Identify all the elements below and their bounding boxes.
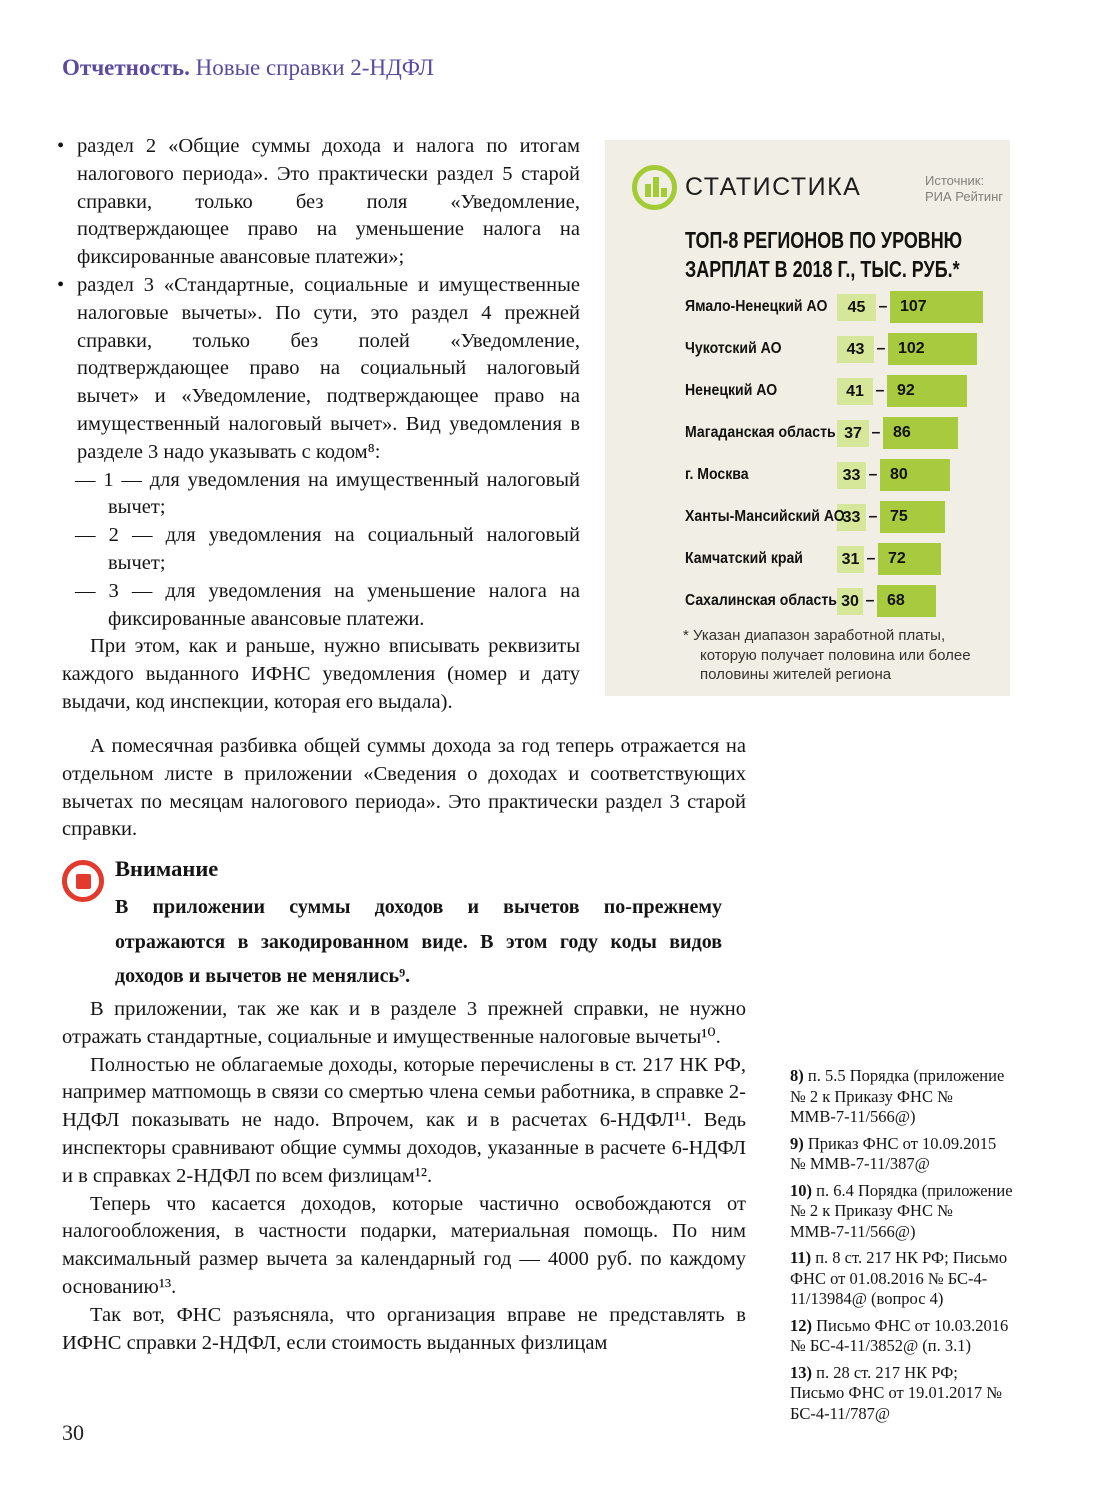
paragraph: А помесячная разбивка общей суммы дохода за год теперь отражается на отдельном листе в приложении «Сведения о доходах и соответствующих вычетах по месяцам налогового периода». Это практически раздел 3 старой справки. <box>62 735 746 841</box>
chart-row <box>685 454 1005 496</box>
bullet-icon: • <box>57 135 65 157</box>
chart-row <box>685 580 1005 622</box>
range-dash: – <box>876 340 886 357</box>
chart-bar-max: 107 <box>890 291 983 323</box>
bar-chart-icon-bars <box>645 177 667 197</box>
footnote: 11) п. 8 ст. 217 НК РФ; Письмо ФНС от 01.08.2016 № БС-4-11/13984@ (вопрос 4) <box>790 1248 1008 1308</box>
chart-bar-min: 43 <box>837 336 874 363</box>
chart-category-label: Ненецкий АО <box>685 382 778 399</box>
chart-bar-min: 31 <box>837 546 864 573</box>
stop-square-icon <box>76 874 91 889</box>
chart-rows <box>685 286 1005 622</box>
attention-stop-icon <box>62 860 104 902</box>
bullet-icon: • <box>57 273 65 296</box>
range-dash: – <box>868 508 878 525</box>
paragraph: Полностью не облагаемые доходы, которые перечислены в ст. 217 НК РФ, например матпомощь в связи со смертью члена семьи работника, в справке 2-НДФЛ показывать не надо. Впрочем, как и в расчетах 6-НДФЛ¹¹. Ведь инспекторы сравнивают общие суммы доходов, указанные в расчете 6-НДФЛ и в справках 2-НДФЛ по всем физлицам¹². <box>62 1053 746 1187</box>
bar-chart-icon <box>632 165 677 210</box>
attention-body <box>115 856 722 994</box>
chart-source <box>925 173 1003 205</box>
chart-bar-max: 92 <box>887 375 967 407</box>
footnote: 13) п. 28 ст. 217 НК РФ; Письмо ФНС от 19.01.2017 № БС-4-11/787@ <box>790 1362 1002 1423</box>
chart-row <box>685 286 1005 328</box>
paragraph: При этом, как и раньше, нужно вписывать реквизиты каждого выданного ИФНС уведомления (номер и дату выдачи, код инспекции, которая его выдала). <box>62 635 580 713</box>
statistics-heading: СТАТИСТИКА <box>685 173 862 201</box>
chart-category-label: Камчатский край <box>685 550 803 567</box>
list-item <box>57 133 580 272</box>
attention-block <box>62 856 722 994</box>
chart-bar-max: 68 <box>877 585 936 617</box>
chart-category-label: Ямало-Ненецкий АО <box>685 298 828 315</box>
main-text-column <box>57 133 580 717</box>
range-dash: – <box>865 592 875 609</box>
paragraph: Так вот, ФНС разъясняла, что организация вправе не представлять в ИФНС справки 2-НДФЛ, если стоимость выданных физлицам <box>62 1303 746 1354</box>
range-dash: – <box>871 424 881 441</box>
chart-row <box>685 328 1005 370</box>
chart-bar-min: 41 <box>837 378 873 405</box>
range-dash: – <box>875 382 885 399</box>
source-label: Источник: <box>925 173 985 188</box>
chart-row <box>685 370 1005 412</box>
chart-row <box>685 496 1005 538</box>
chart-footnote: * Указан диапазон заработной платы, которую получает половина или более половины жителей региона <box>683 627 971 683</box>
range-dash: – <box>878 298 888 315</box>
attention-text: В приложении суммы доходов и вычетов по-прежнему отражаются в закодированном виде. В этом году коды видов доходов и вычетов не менялись⁹. <box>115 896 722 987</box>
sub-list-item: — 2 — для уведомления на социальный налоговый вычет; <box>75 524 580 574</box>
page-number: 30 <box>62 1420 84 1445</box>
chart-category-label: Магаданская область <box>685 424 836 441</box>
sub-list-item: — 1 — для уведомления на имущественный налоговый вычет; <box>75 468 580 519</box>
statistics-sidebar <box>605 140 1010 696</box>
footnote: 12) Письмо ФНС от 10.03.2016 № БС-4-11/3852@ (п. 3.1) <box>790 1315 1009 1355</box>
chart-title: ТОП-8 РЕГИОНОВ ПО УРОВНЮ ЗАРПЛАТ В 2018 Г., ТЫС. РУБ.* <box>685 227 963 282</box>
chart-bar-max: 86 <box>883 417 958 449</box>
footnote: 8) п. 5.5 Порядка (приложение № 2 к Приказу ФНС № ММВ-7-11/566@) <box>790 1066 1005 1126</box>
chart-category-label: г. Москва <box>685 466 749 483</box>
list-item-text: раздел 3 «Стандартные, социальные и имущественные налоговые вычеты». По сути, это раздел 4 прежней справки, только без полей «Уведомление, подтверждающее право на социальный налоговый вычет» и «Уведомление, подтверждающее право на имущественный налоговый вычет». Вид уведомления в разделе 3 надо указывать с кодом⁸: <box>77 273 580 463</box>
footnote: 10) п. 6.4 Порядка (приложение № 2 к Приказу ФНС № ММВ-7-11/566@) <box>790 1180 1013 1241</box>
list-item <box>57 272 580 467</box>
chart-bar-max: 75 <box>880 501 945 533</box>
running-head-section: Отчетность. <box>62 55 190 80</box>
running-head-subtitle: Новые справки 2-НДФЛ <box>189 55 434 80</box>
chart-bar-min: 37 <box>837 420 869 447</box>
chart-bar-min: 30 <box>837 588 863 615</box>
paragraph: В приложении, так же как и в разделе 3 прежней справки, не нужно отражать стандартные, социальные и имущественные налоговые вычеты¹⁰. <box>62 998 746 1048</box>
chart-bar-max: 102 <box>888 333 977 365</box>
running-head <box>62 55 434 81</box>
range-dash: – <box>866 550 876 567</box>
chart-row <box>685 412 1005 454</box>
chart-bar-max: 72 <box>878 543 941 575</box>
list-item-text: раздел 2 «Общие суммы дохода и налога по итогам налогового периода». Это практически раздел 5 старой справки, только без поля «Уведомление, подтверждающее право на уменьшение налога на фиксированные авансовые платежи»; <box>77 135 580 269</box>
sub-list-item: — 3 — для уведомления на уменьшение налога на фиксированные авансовые платежи. <box>75 579 580 630</box>
footnotes-column <box>790 1066 1015 1430</box>
chart-category-label: Сахалинская область <box>685 592 837 609</box>
chart-category-label: Ханты-Мансийский АО <box>685 508 845 525</box>
chart-bar-min: 45 <box>837 294 876 321</box>
chart-bar-min: 33 <box>837 504 866 531</box>
chart-bar-max: 80 <box>880 459 950 491</box>
footnote: 9) Приказ ФНС от 10.09.2015 № ММВ-7-11/387@ <box>790 1133 997 1173</box>
chart-row <box>685 538 1005 580</box>
range-dash: – <box>868 466 878 483</box>
paragraph: Теперь что касается доходов, которые частично освобождаются от налогообложения, в частности подарки, материальная помощь. По ним максимальный размер вычета за календарный год — 4000 руб. по каждому основанию¹³. <box>62 1192 746 1298</box>
chart-category-label: Чукотский АО <box>685 340 782 357</box>
attention-title: Внимание <box>115 856 219 881</box>
lower-text-column <box>62 996 746 1357</box>
chart-bar-min: 33 <box>837 462 866 489</box>
source-name: РИА Рейтинг <box>925 189 1004 204</box>
